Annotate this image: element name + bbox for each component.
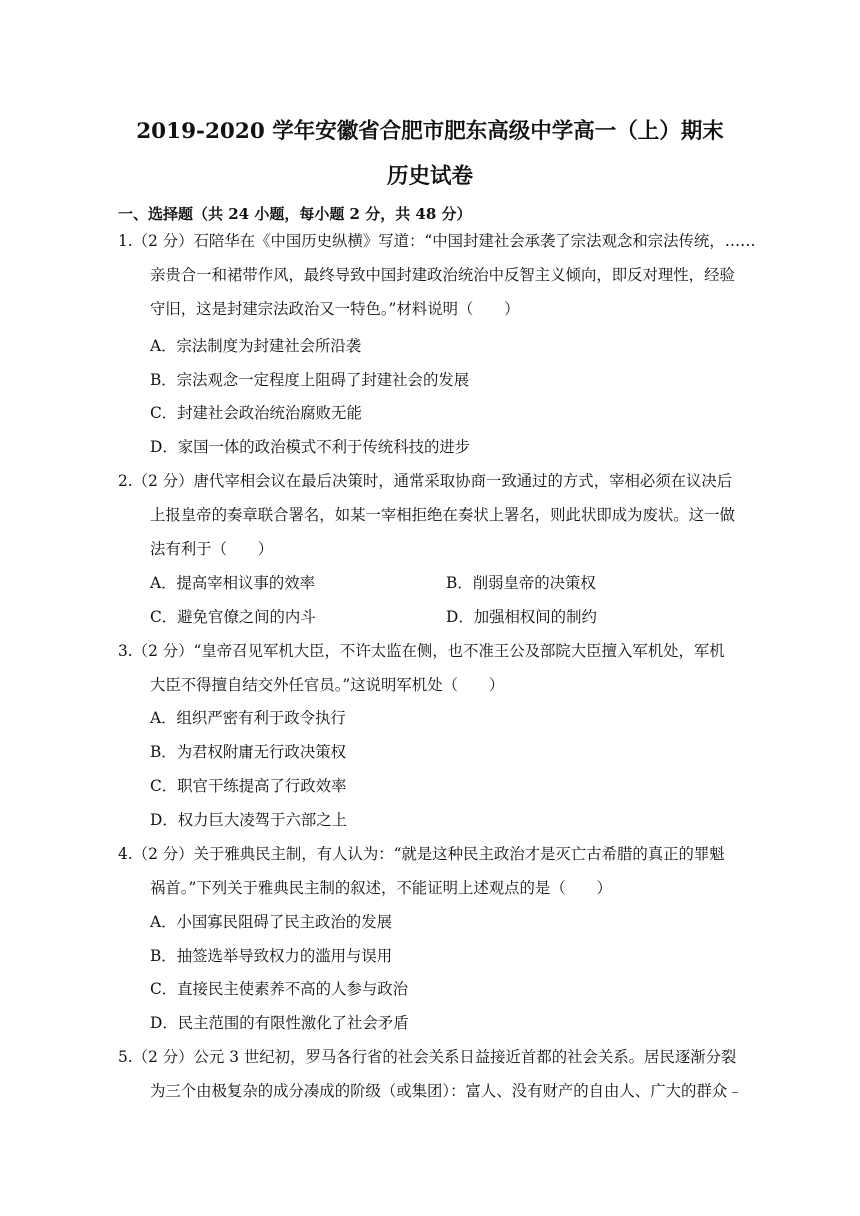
question-2-stem: 法有利于（ ） [150,540,274,558]
question-2-option-c: C．避免官僚之间的内斗 [150,608,316,626]
question-3-option-a: A．组织严密有利于政令执行 [150,709,346,727]
question-2-option-d: D．加强相权间的制约 [446,608,597,626]
question-2-stem: 上报皇帝的奏章联合署名，如某一宰相拒绝在奏状上署名，则此状即成为废状。这一做 [150,506,735,524]
question-4-option-d: D．民主范围的有限性激化了社会矛盾 [150,1014,409,1032]
question-4-stem: 祸首。”下列关于雅典民主制的叙述，不能证明上述观点的是（ ） [150,879,612,897]
question-3-option-c: C．职官干练提高了行政效率 [150,777,347,795]
question-1-option-c: C．封建社会政治统治腐败无能 [150,404,362,422]
question-3-option-b: B．为君权附庸无行政决策权 [150,743,346,761]
exam-title-line-1: 2019-2020 学年安徽省合肥市肥东高级中学高一（上）期末 [136,119,724,144]
question-2-stem: 2.（2 分）唐代宰相会议在最后决策时，通常采取协商一致通过的方式，宰相必须在议决后 [118,472,733,490]
question-4-stem: 4.（2 分）关于雅典民主制，有人认为：“就是这种民主政治才是灭亡古希腊的真正的罪魁 [118,845,725,863]
question-1-stem: 守旧，这是封建宗法政治又一特色。”材料说明（ ） [150,300,520,318]
question-4-option-c: C．直接民主使素养不高的人参与政治 [150,980,409,998]
question-5-stem: 为三个由极复杂的成分凑成的阶级（或集团）：富人、没有财产的自由人、广大的群众﹣ [150,1082,743,1100]
question-2-option-a: A．提高宰相议事的效率 [150,574,316,592]
question-4-option-a: A．小国寡民阻碍了民主政治的发展 [150,913,392,931]
question-3-stem: 3.（2 分）“皇帝召见军机大臣，不许太监在侧，也不准王公及部院大臣擅入军机处，军机 [118,642,725,660]
question-3-stem: 大臣不得擅自结交外任官员。”这说明军机处（ ） [150,676,505,694]
question-4-option-b: B．抽签选举导致权力的滥用与误用 [150,947,393,965]
exam-title-line-2: 历史试卷 [386,164,473,189]
question-1-stem: 1.（2 分）石陪华在《中国历史纵横》写道：“中国封建社会承袭了宗法观念和宗法传统，…… [118,232,756,250]
question-1-option-a: A．宗法制度为封建社会所沿袭 [150,337,362,355]
question-1-option-b: B．宗法观念一定程度上阻碍了封建社会的发展 [150,371,470,389]
section-heading: 一、选择题（共 24 小题，每小题 2 分，共 48 分） [118,205,472,223]
question-2-option-b: B．削弱皇帝的决策权 [446,574,596,592]
question-1-stem: 亲贵合一和裙带作风，最终导致中国封建政治统治中反智主义倾向，即反对理性，经验 [150,266,735,284]
question-1-option-d: D．家国一体的政治模式不利于传统科技的进步 [150,438,471,456]
question-5-stem: 5.（2 分）公元 3 世纪初，罗马各行省的社会关系日益接近首都的社会关系。居民逐渐分裂 [118,1048,737,1066]
question-3-option-d: D．权力巨大凌驾于六部之上 [150,811,348,829]
